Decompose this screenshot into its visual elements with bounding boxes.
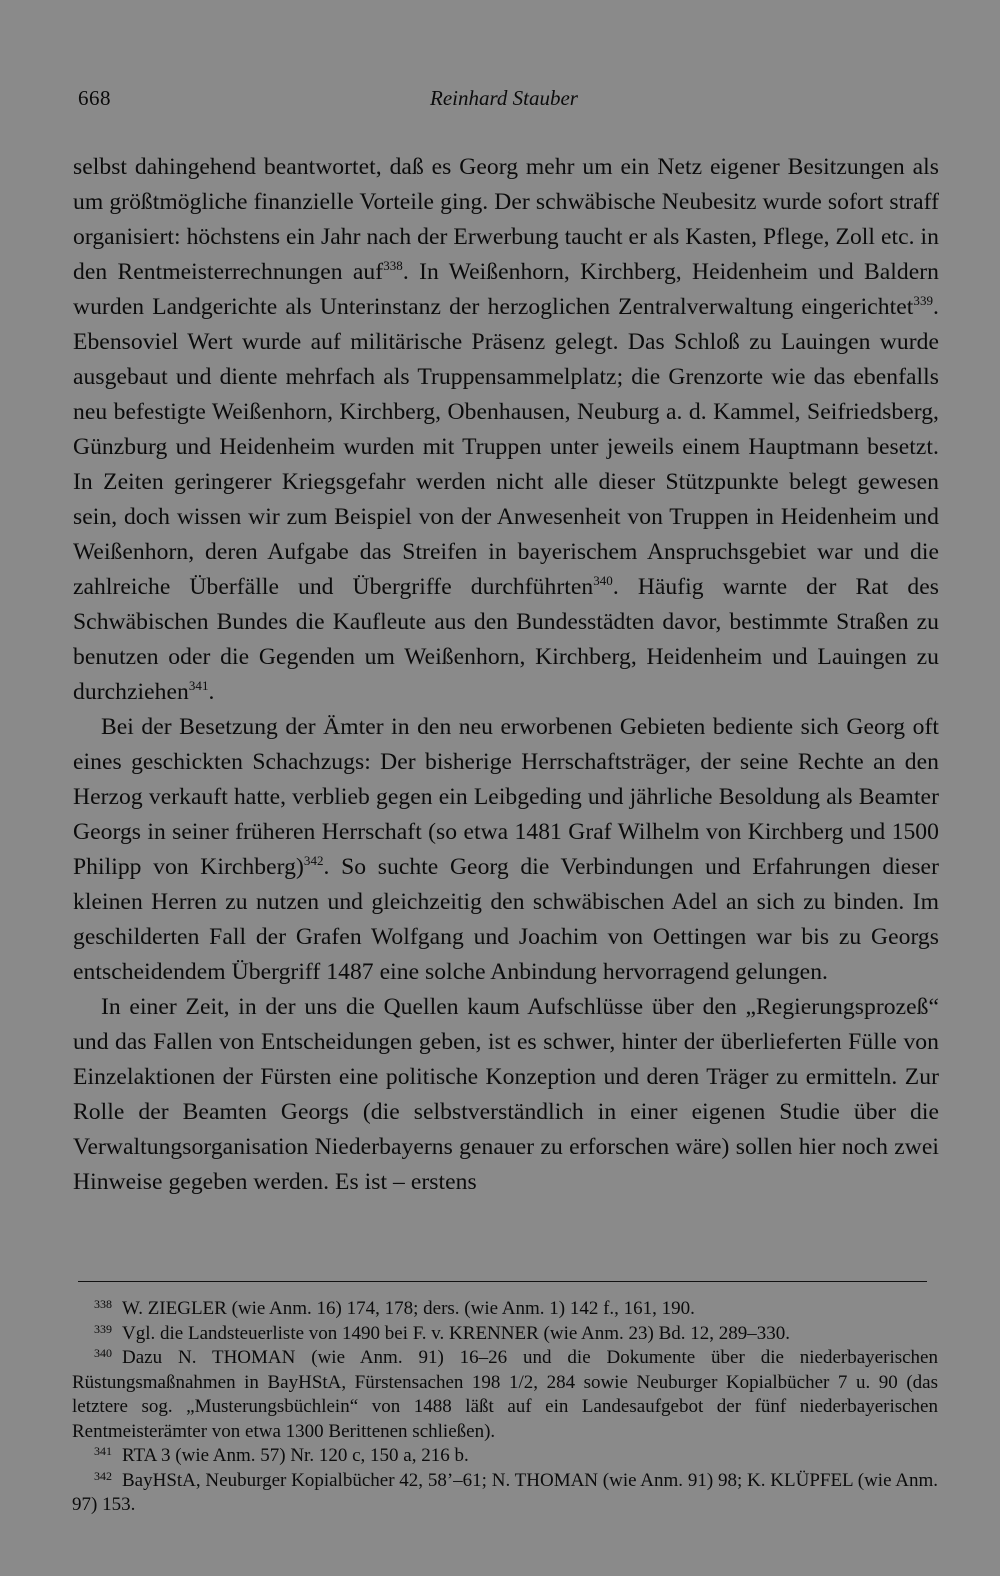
text-segment: . In Weißenhorn, Kirchberg, Heidenheim und Baldern wurden Landgerichte als Unterinstanz der herzoglichen Zentralverwaltung eingerichtet <box>73 259 940 320</box>
text-segment: selbst dahingehend beantwortet, daß es Georg mehr um ein Netz eigener Besitzungen als um größtmögliche finanzielle Vorteile ging. Der schwäbische Neubesitz wurde sofort straff organisiert: höchstens ein Jahr nach der Erwerbung taucht er als Kasten, Pflege, Zoll etc. in den Rentmeisterrechnungen auf <box>73 154 939 285</box>
footnote-number: 340 <box>94 1346 112 1360</box>
paragraph-2 <box>73 710 939 990</box>
footnote-338 <box>72 1297 938 1322</box>
footnote-ref-339: 339 <box>913 293 934 308</box>
footnote-text: BayHStA, Neuburger Kopialbücher 42, 58’–61; N. THOMAN (wie Anm. 91) 98; K. KLÜPFEL (wie Anm. 97) 153. <box>72 1469 938 1515</box>
footnote-text: Dazu N. THOMAN (wie Anm. 91) 16–26 und die Dokumente über die niederbayerischen Rüstungsmaßnahmen in BayHStA, Fürstensachen 198 1/2, 284 sowie Neuburger Kopialbücher 7 u. 90 (das letztere sog. „Musterungsbüchlein“ von 1488 läßt auf ein Landesaufgebot der fünf niederbayerischen Rentmeisterämter von etwa 1300 Berittenen schließen). <box>72 1347 938 1442</box>
footnote-ref-341: 341 <box>188 678 209 693</box>
text-segment: Bei der Besetzung der Ämter in den neu erworbenen Gebieten bediente sich Georg oft eines geschickten Schachzugs: Der bisherige Herrschaftsträger, der seine Rechte an den Herzog verkauft hatte, verblieb gegen ein Leibgeding und jährliche Besoldung als Beamter Georgs in seiner früheren Herrschaft (so etwa 1481 Graf Wilhelm von Kirchberg und 1500 Philipp von Kirchberg) <box>73 714 939 880</box>
text-segment: . Häufig warnte der Rat des Schwäbischen Bundes die Kaufleute aus den Bundesstädten davor, bestimmte Straßen zu benutzen oder die Gegenden um Weißenhorn, Kirchberg, Heidenheim und Lauingen zu durchziehen <box>73 574 939 705</box>
footnote-342 <box>72 1469 938 1518</box>
footnote-text: Vgl. die Landsteuerliste von 1490 bei F. v. KRENNER (wie Anm. 23) Bd. 12, 289–330. <box>122 1322 790 1344</box>
text-segment: . Ebensoviel Wert wurde auf militärische Präsenz gelegt. Das Schloß zu Lauingen wurde ausgebaut und diente mehrfach als Truppensammelplatz; die Grenzorte wie das ebenfalls neu befestigte Weißenhorn, Kirchberg, Obenhausen, Neuburg a. d. Kammel, Seifriedsberg, Günzburg und Heidenheim wurden mit Truppen unter jeweils einem Hauptmann besetzt. In Zeiten geringerer Kriegsgefahr werden nicht alle dieser Stützpunkte belegt gewesen sein, doch wissen wir zum Beispiel von der Anwesenheit von Truppen in Heidenheim und Weißenhorn, deren Aufgabe das Streifen in bayerischem Anspruchsgebiet war und die zahlreiche Überfälle und Übergriffe durchführten <box>73 294 939 600</box>
paragraph-1 <box>73 150 939 710</box>
footnote-number: 339 <box>94 1321 112 1336</box>
footnote-number: 338 <box>94 1297 112 1311</box>
footnote-ref-338: 338 <box>383 258 403 273</box>
footnote-divider <box>78 1281 927 1282</box>
text-segment: . <box>208 679 215 705</box>
footnotes <box>72 1297 938 1518</box>
footnote-text: RTA 3 (wie Anm. 57) Nr. 120 c, 150 a, 216 b. <box>122 1445 469 1466</box>
footnote-number: 341 <box>94 1444 112 1458</box>
footnote-341 <box>72 1444 938 1469</box>
footnote-text: W. ZIEGLER (wie Anm. 16) 174, 178; ders. (wie Anm. 1) 142 f., 161, 190. <box>122 1298 695 1319</box>
page-number: 668 <box>78 86 111 110</box>
page-header <box>78 82 940 122</box>
footnote-ref-342: 342 <box>303 853 324 868</box>
main-text <box>73 150 939 1200</box>
footnote-number: 342 <box>94 1468 112 1483</box>
footnote-339 <box>72 1322 938 1347</box>
running-head-author: Reinhard Stauber <box>430 86 578 110</box>
text-segment: . So suchte Georg die Verbindungen und Erfahrungen dieser kleinen Herren zu nutzen und gleichzeitig den schwäbischen Adel an sich zu binden. Im geschilderten Fall der Grafen Wolfgang und Joachim von Oettingen war bis zu Georgs entscheidendem Übergriff 1487 eine solche Anbindung hervorragend gelungen. <box>73 854 939 985</box>
footnote-340 <box>72 1346 938 1444</box>
paragraph-3: In einer Zeit, in der uns die Quellen kaum Aufschlüsse über den „Regierungsprozeß“ und das Fallen von Entscheidungen geben, ist es schwer, hinter der überlieferten Fülle von Einzelaktionen der Fürsten eine politische Konzeption und deren Träger zu ermitteln. Zur Rolle der Beamten Georgs (die selbstverständlich in einer eigenen Studie über die Verwaltungsorganisation Niederbayerns genauer zu erforschen wäre) sollen hier noch zwei Hinweise gegeben werden. Es ist – erstens <box>73 994 939 1195</box>
footnote-ref-340: 340 <box>593 573 613 588</box>
